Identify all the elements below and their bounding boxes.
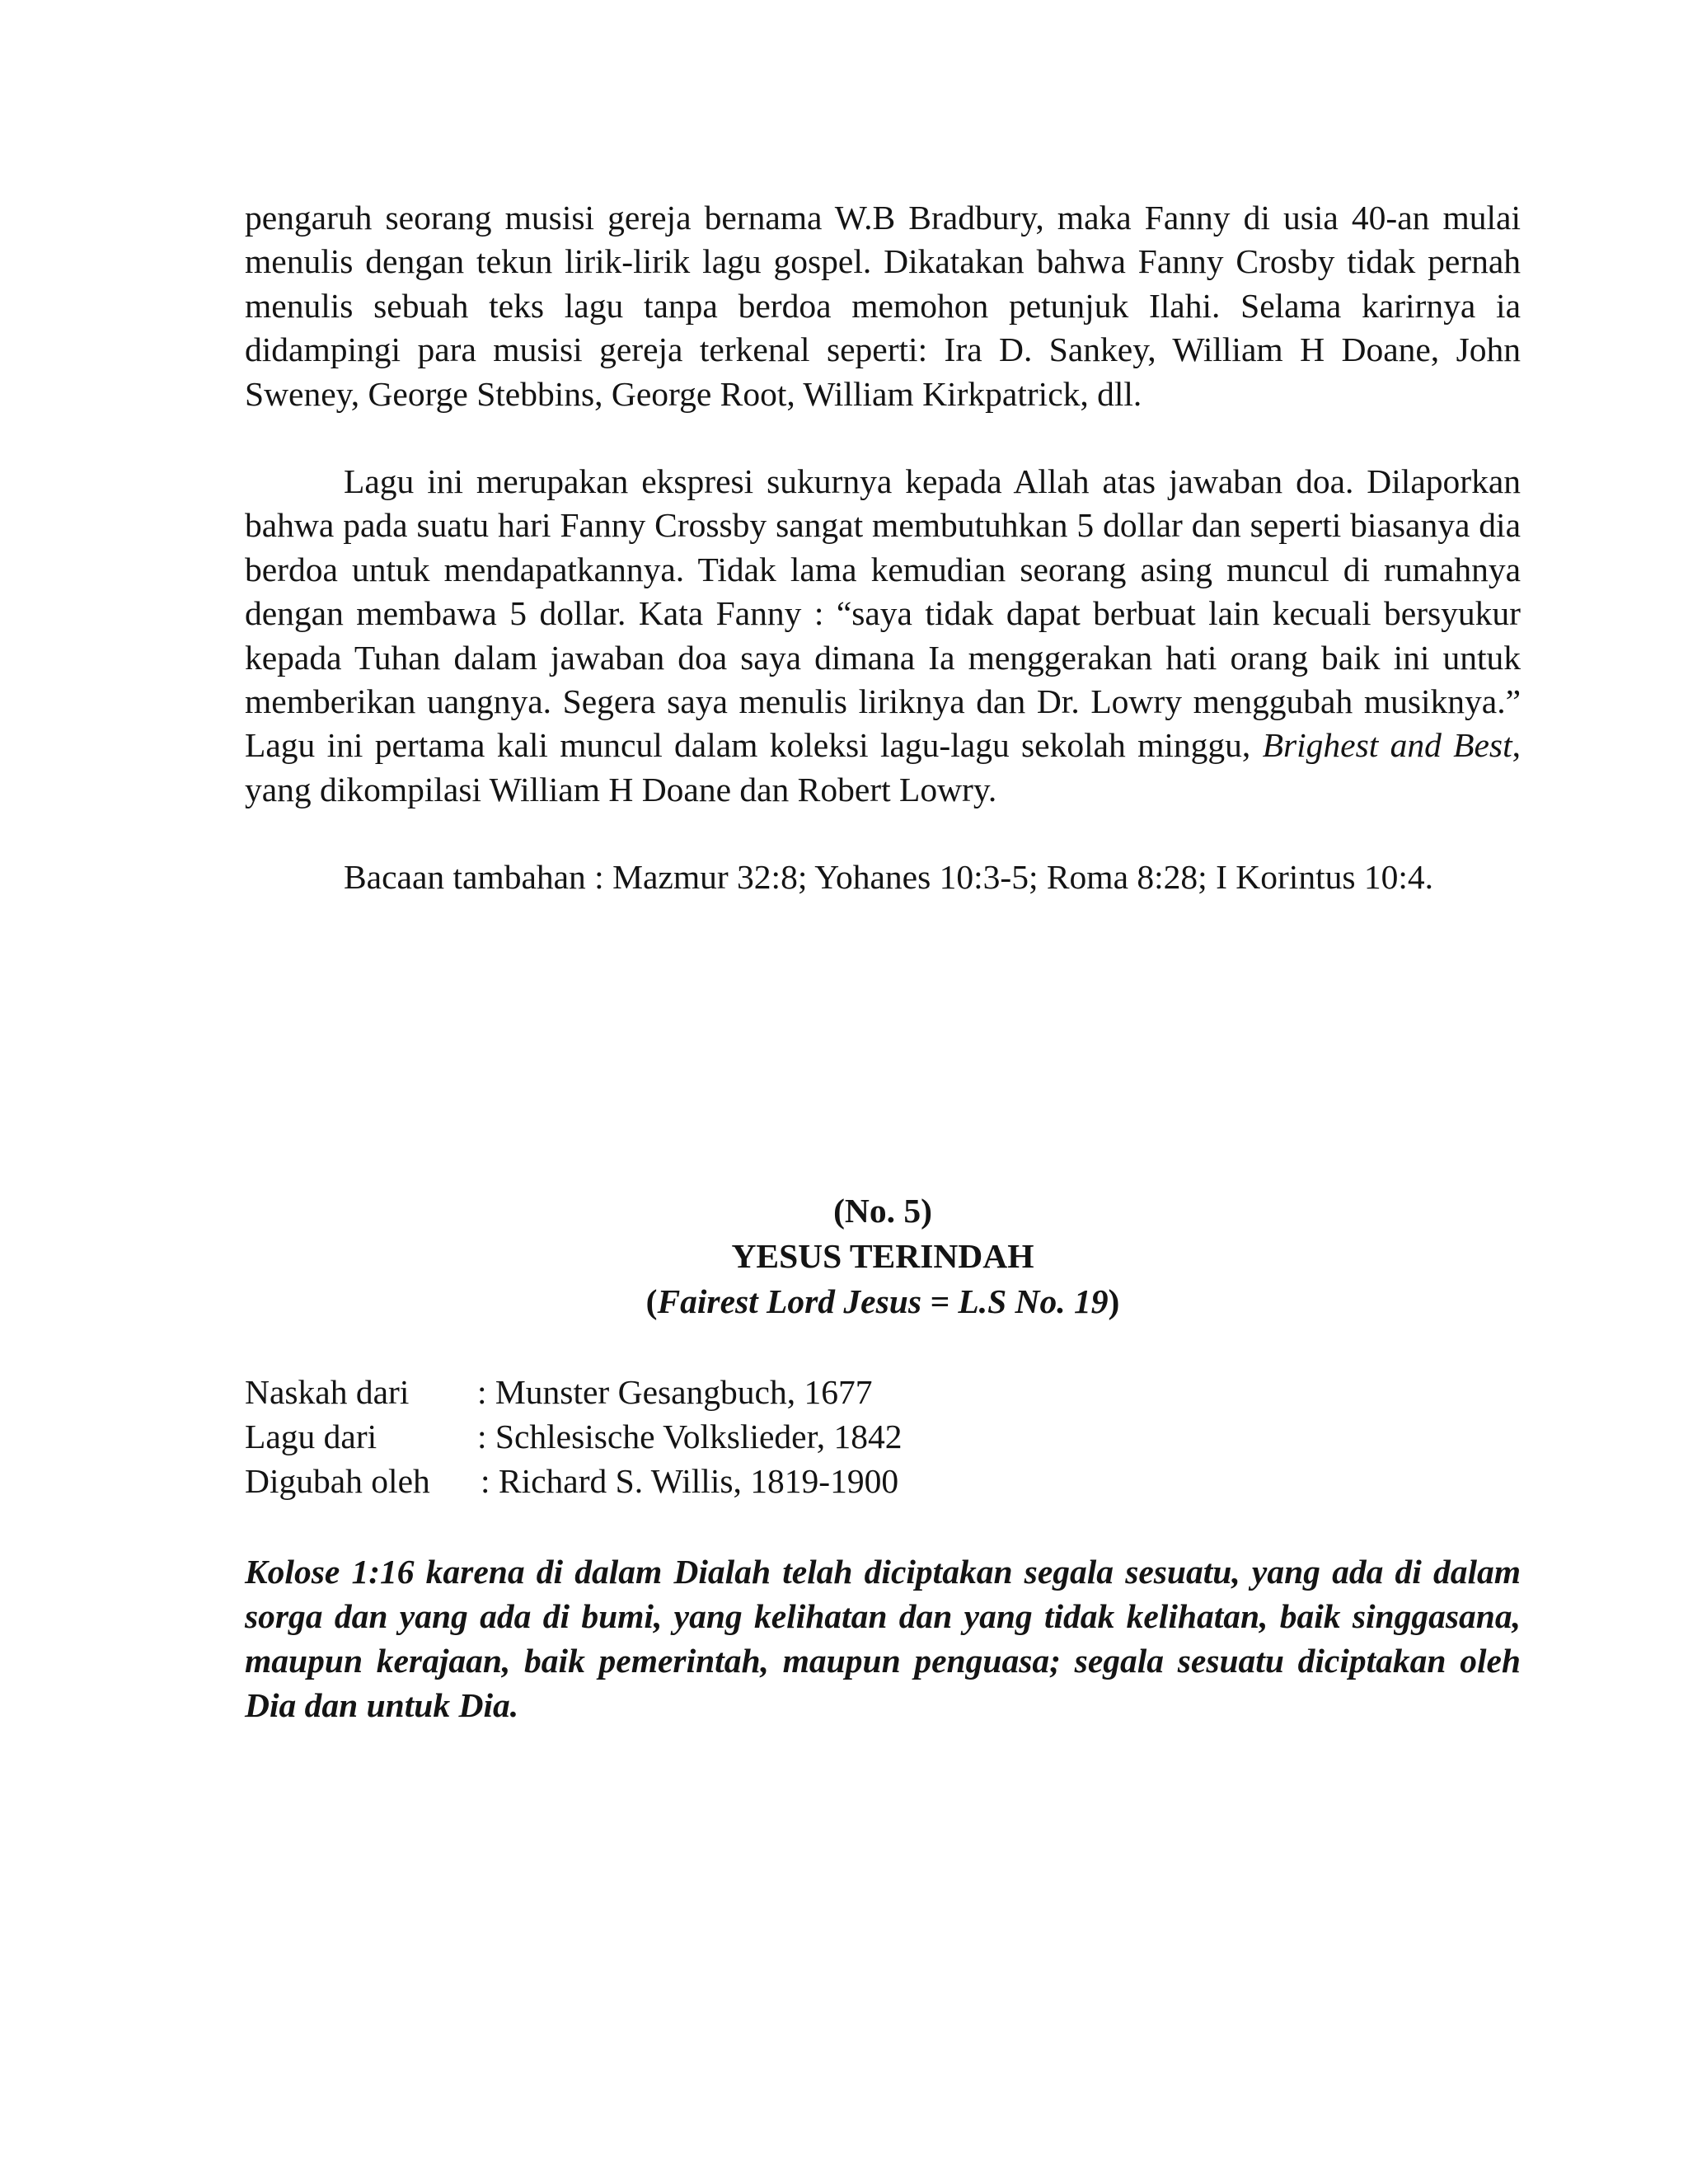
song-story-ending: , yang dikompilasi William H Doane dan Robert Lowry. <box>245 726 1521 808</box>
hymn-subtitle <box>245 1279 1521 1324</box>
scripture-verse: Kolose 1:16 karena di dalam Dialah telah diciptakan segala sesuatu, yang ada di dalam sorga dan yang ada di bumi, yang kelihatan dan yang tidak kelihatan, baik singgasana, maupun kerajaan, baik pemerintah, maupun penguasa; segala sesuatu diciptakan oleh Dia dan untuk Dia. <box>245 1552 1521 1724</box>
hymn-number: (No. 5) <box>833 1191 932 1230</box>
credit-label: Naskah dari <box>245 1372 410 1411</box>
subtitle-close-paren: ) <box>1108 1282 1120 1320</box>
credit-label: Digubah oleh <box>245 1461 430 1500</box>
credit-value: : Schlesische Volkslieder, 1842 <box>477 1417 903 1455</box>
paragraph-song-story <box>245 460 1521 812</box>
credit-row-text <box>245 1370 1521 1414</box>
song-collection-title: Brighest and Best <box>1262 726 1512 765</box>
credit-row-tune <box>245 1414 1521 1459</box>
hymn-title: YESUS TERINDAH <box>731 1236 1034 1275</box>
credit-label: Lagu dari <box>245 1417 377 1455</box>
hymn-credits <box>245 1370 1521 1503</box>
document-page <box>245 196 1521 1761</box>
subtitle-open-paren: ( <box>645 1282 658 1320</box>
hymn-heading <box>245 1188 1521 1324</box>
credit-row-arranger <box>245 1459 1521 1503</box>
credit-value: : Richard S. Willis, 1819-1900 <box>481 1461 899 1500</box>
paragraph-background: pengaruh seorang musisi gereja bernama W.B Bradbury, maka Fanny di usia 40-an mulai menulis dengan tekun lirik-lirik lagu gospel. Dikatakan bahwa Fanny Crosby tidak pernah menulis sebuah teks lagu tanpa berdoa memohon petunjuk Ilahi. Selama karirnya ia didampingi para musisi gereja terkenal seperti: Ira D. Sankey, William H Doane, John Sweney, George Stebbins, George Root, William Kirkpatrick, dll. <box>245 199 1521 413</box>
subtitle-original-title: Fairest Lord Jesus = L.S No. 19 <box>657 1282 1109 1320</box>
song-story-text: Lagu ini merupakan ekspresi sukurnya kepada Allah atas jawaban doa. Dilaporkan bahwa pada suatu hari Fanny Crossby sangat membutuhkan 5 dollar dan seperti biasanya dia berdoa untuk mendapatkannya. Tidak lama kemudian seorang asing muncul di rumahnya dengan membawa 5 dollar. Kata Fanny : “saya tidak dapat berbuat lain kecuali bersyukur kepada Tuhan dalam jawaban doa saya dimana Ia menggerakan hati orang baik ini untuk memberikan uangnya. Segera saya menulis liriknya dan Dr. Lowry menggubah musiknya.” Lagu ini pertama kali muncul dalam koleksi lagu-lagu sekolah minggu, <box>245 462 1521 765</box>
credit-value: : Munster Gesangbuch, 1677 <box>477 1372 873 1411</box>
paragraph-additional-reading: Bacaan tambahan : Mazmur 32:8; Yohanes 10:3-5; Roma 8:28; I Korintus 10:4. <box>344 858 1434 897</box>
